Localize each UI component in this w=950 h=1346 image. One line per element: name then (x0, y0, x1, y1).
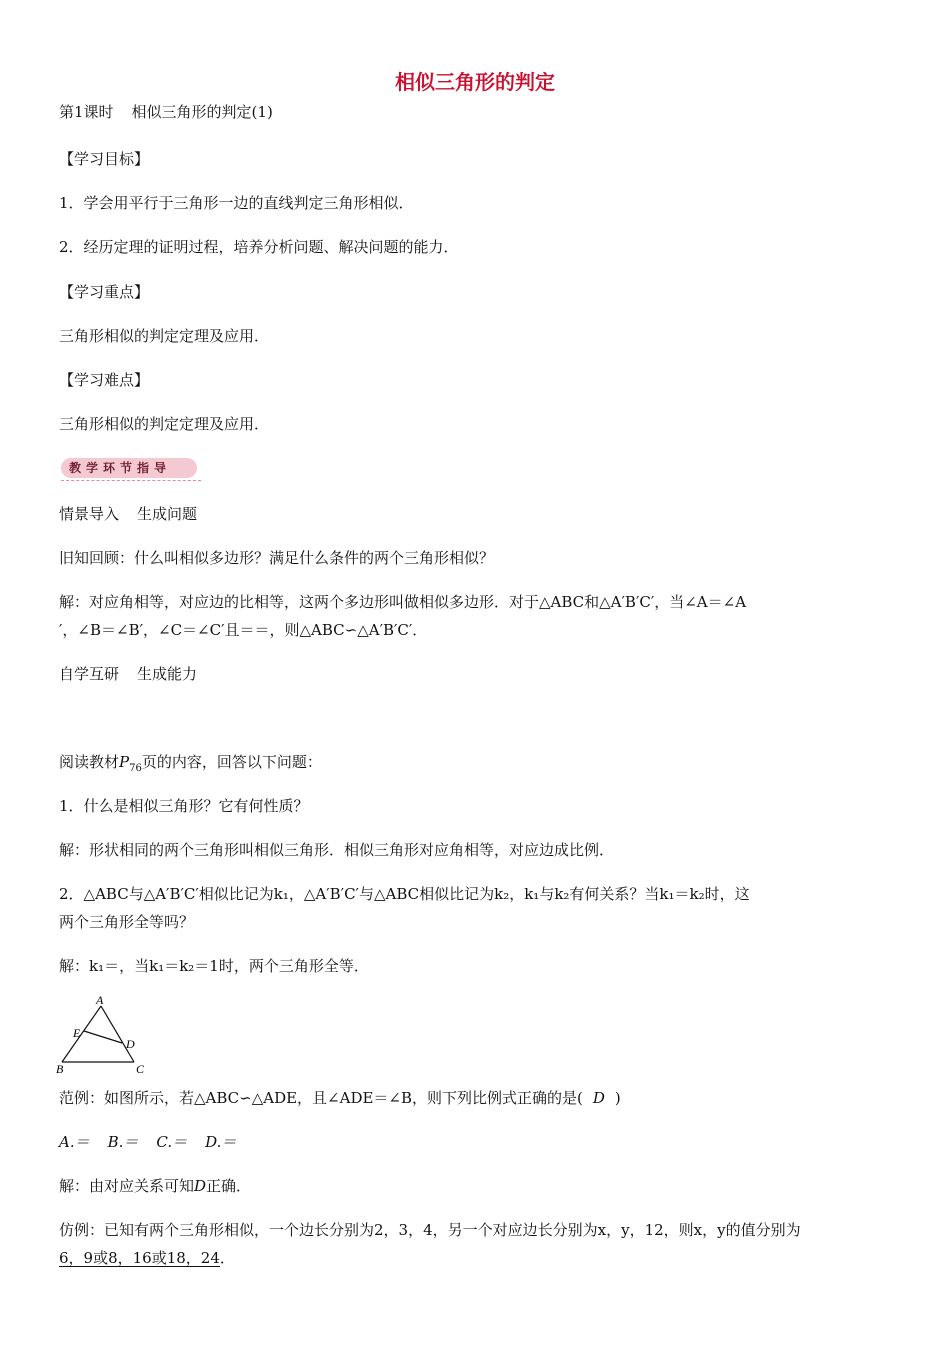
option-b: B.＝ (107, 1133, 139, 1151)
example-options (59, 1131, 236, 1153)
key-text: 三角形相似的判定定理及应用． (59, 327, 270, 345)
key-heading: 【学习重点】 (59, 283, 150, 301)
vertex-b: B (56, 1062, 64, 1076)
reading-pre: 阅读教材 (59, 753, 120, 771)
question-1: 1．什么是相似三角形？它有何性质？ (59, 797, 309, 815)
option-a: A.＝ (59, 1133, 90, 1151)
example-text: 范例：如图所示，若△ABC∽△ADE，且∠ADE＝∠B，则下列比例式正确的是( (59, 1089, 583, 1107)
vertex-e: E (73, 1026, 81, 1040)
banner-divider (61, 480, 201, 481)
difficulty-text: 三角形相似的判定定理及应用． (59, 415, 270, 433)
question-2-line1: 2．△ABC与△A′B′C′相似比记为k₁，△A′B′C′与△ABC相似比记为k₂，k₁与k₂有何关系？当k₁＝k₂时，这 (59, 885, 750, 903)
example-close: ) (614, 1089, 621, 1107)
solution-letter: D (194, 1177, 207, 1195)
banner-label: 教学环节指导 (69, 461, 172, 475)
review-answer-line1: 解：对应角相等，对应边的比相等，这两个多边形叫做相似多边形．对于△ABC和△A′B′C′，当∠A＝∠A (59, 593, 747, 611)
reading-instruction (59, 751, 322, 780)
lesson-name: 相似三角形的判定(1) (131, 103, 273, 121)
option-d: D.＝ (205, 1133, 237, 1151)
triangle-figure (56, 992, 156, 1076)
imitation-answer: 6，9或8，16或18，24 (59, 1249, 220, 1267)
example-line (59, 1087, 621, 1109)
part1-heading-b: 生成问题 (137, 505, 198, 523)
example-solution (59, 1175, 251, 1197)
review-answer-line2: ′，∠B＝∠B′，∠C＝∠C′且＝＝，则△ABC∽△A′B′C′． (59, 621, 428, 639)
difficulty-heading: 【学习难点】 (59, 371, 150, 389)
option-c: C.＝ (156, 1133, 188, 1151)
reading-post: 页的内容，回答以下问题： (141, 753, 322, 771)
page-title: 相似三角形的判定 (395, 70, 555, 94)
lesson-line (59, 101, 273, 123)
vertex-c: C (136, 1062, 145, 1076)
goals-heading: 【学习目标】 (59, 150, 150, 168)
solution-post: 正确． (206, 1177, 252, 1195)
part1-heading (59, 503, 197, 525)
answer-2: 解：k₁＝，当k₁＝k₂＝1时，两个三角形全等． (59, 957, 369, 975)
example-answer: D (592, 1089, 605, 1107)
lesson-number: 第1课时 (59, 103, 114, 121)
imitation-end: ． (219, 1249, 235, 1267)
part2-heading (59, 663, 197, 685)
answer-1: 解：形状相同的两个三角形叫相似三角形．相似三角形对应角相等，对应边成比例． (59, 841, 615, 859)
reading-page-number: 76 (129, 763, 142, 774)
reading-page-letter: P (119, 753, 130, 771)
teaching-guide-banner (61, 458, 201, 484)
goal-1: 1．学会用平行于三角形一边的直线判定三角形相似． (59, 194, 414, 212)
solution-pre: 解：由对应关系可知 (59, 1177, 195, 1195)
part2-heading-b: 生成能力 (137, 665, 198, 683)
vertex-d: D (126, 1037, 135, 1051)
edge-ac (101, 1006, 134, 1062)
imitation-line2 (59, 1247, 235, 1269)
question-2-line2: 两个三角形全等吗？ (59, 913, 195, 931)
goal-2: 2．经历定理的证明过程，培养分析问题、解决问题的能力． (59, 238, 459, 256)
part2-heading-a: 自学互研 (59, 665, 120, 683)
vertex-a: A (96, 993, 104, 1007)
review-question: 旧知回顾：什么叫相似多边形？满足什么条件的两个三角形相似？ (59, 549, 495, 567)
part1-heading-a: 情景导入 (59, 505, 120, 523)
imitation-line1: 仿例：已知有两个三角形相似，一个边长分别为2，3，4，另一个对应边长分别为x，y，12，则x，y的值分别为 (59, 1221, 801, 1239)
